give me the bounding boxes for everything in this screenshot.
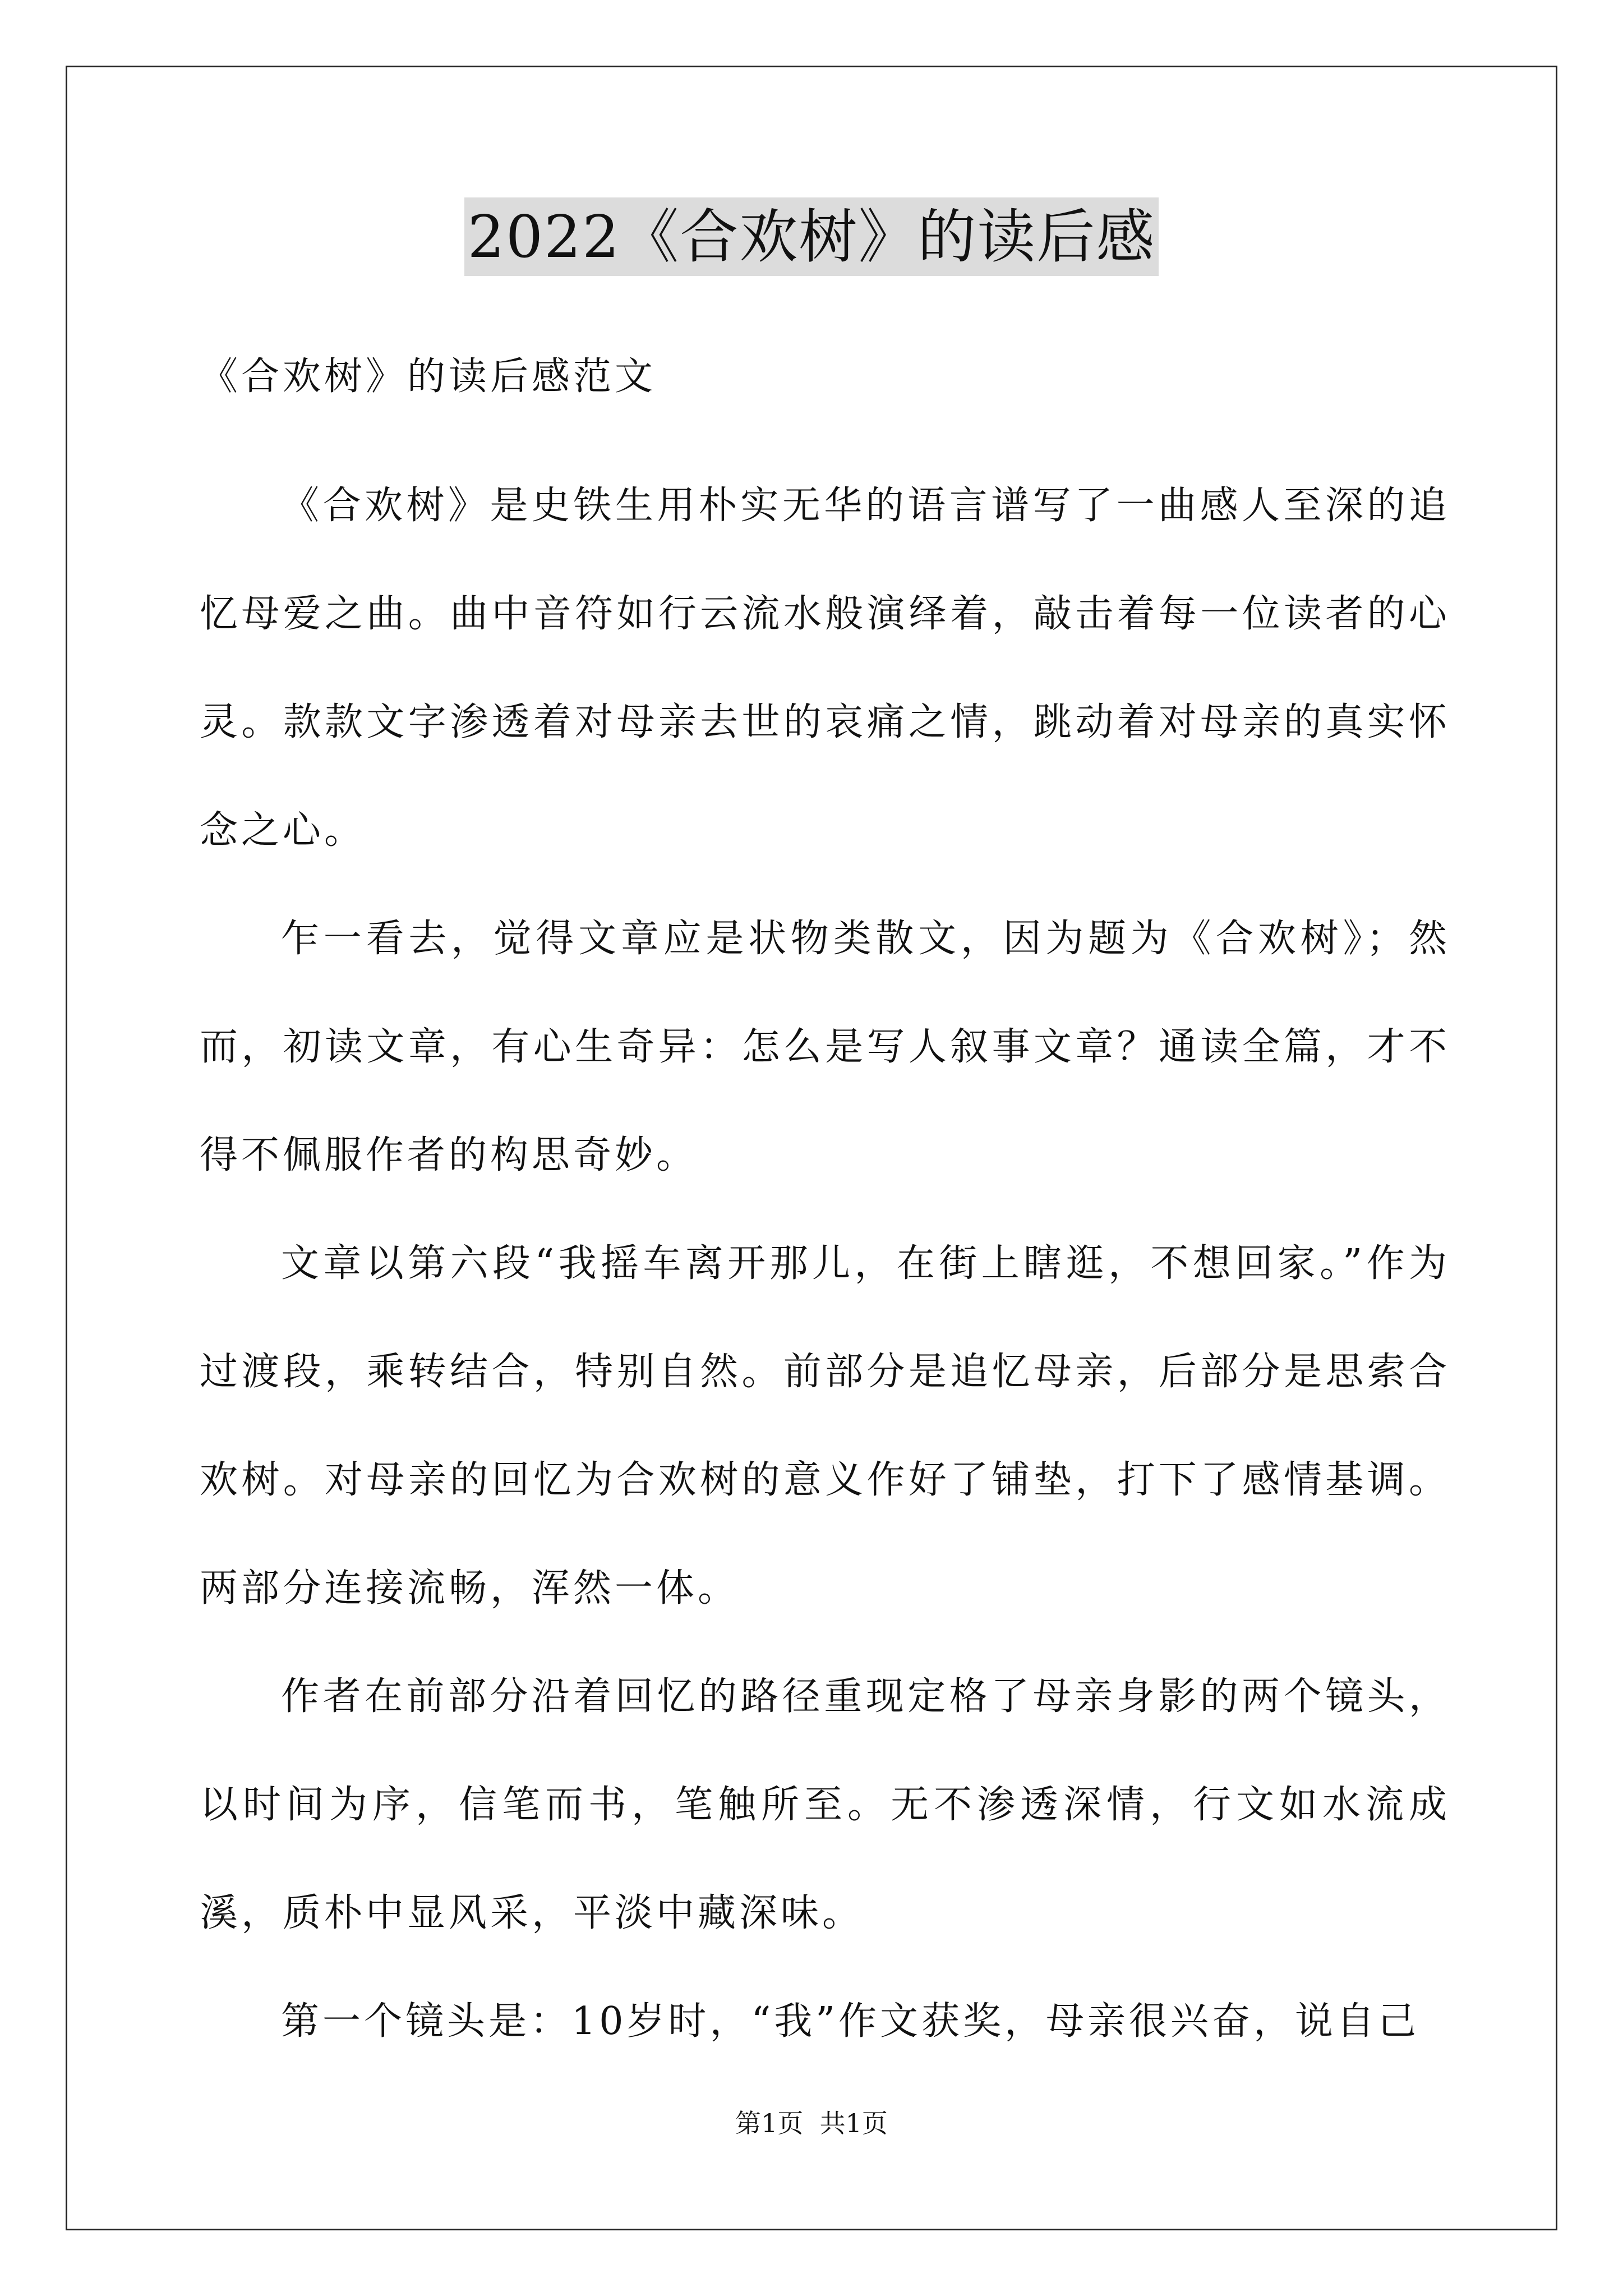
title-container <box>0 197 1623 276</box>
paragraph: 乍一看去，觉得文章应是状物类散文，因为题为《合欢树》；然而，初读文章，有心生奇异：怎么是写人叙事文章？通读全篇，才不得不佩服作者的构思奇妙。 <box>200 917 1450 1177</box>
page-number: 第1页 共1页 <box>735 2108 888 2138</box>
paragraph: 第一个镜头是：10岁时，“我”作文获奖，母亲很兴奋，说自己 <box>281 1999 1420 2044</box>
document-body <box>200 452 1450 2076</box>
paragraph: 文章以第六段“我摇车离开那儿，在街上瞎逛，不想回家。”作为过渡段，乘转结合，特别自然。前部分是追忆母亲，后部分是思索合欢树。对母亲的回忆为合欢树的意义作好了铺垫，打下了感情基调。两部分连接流畅，浑然一体。 <box>200 1241 1450 1611</box>
document-subtitle: 《合欢树》的读后感范文 <box>200 355 657 399</box>
paragraph: 《合欢树》是史铁生用朴实无华的语言谱写了一曲感人至深的追忆母爱之曲。曲中音符如行云流水般演绎着，敲击着每一位读者的心灵。款款文字渗透着对母亲去世的哀痛之情，跳动着对母亲的真实怀念之心。 <box>200 484 1450 853</box>
document-title: 2022《合欢树》的读后感 <box>464 197 1159 276</box>
paragraph: 作者在前部分沿着回忆的路径重现定格了母亲身影的两个镜头，以时间为序，信笔而书，笔触所至。无不渗透深情，行文如水流成溪，质朴中显风采，平淡中藏深味。 <box>200 1674 1450 1935</box>
page-footer <box>0 2106 1623 2140</box>
